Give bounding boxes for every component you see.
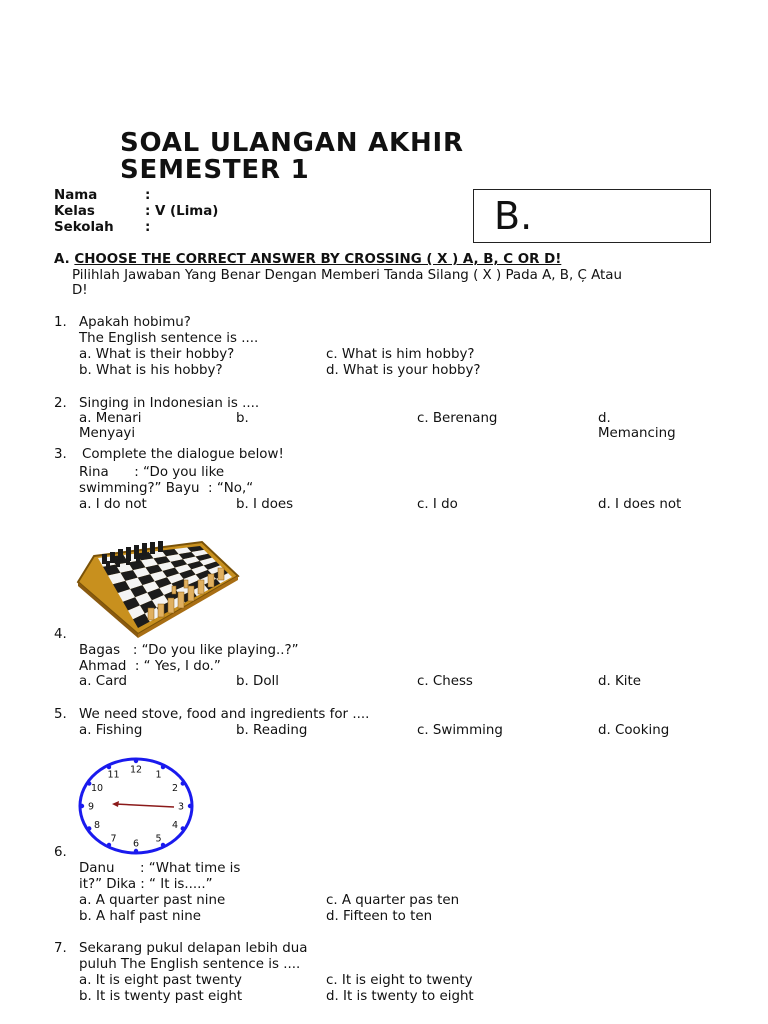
q1-option-c[interactable]: c. What is him hobby? xyxy=(326,347,475,362)
q4-option-d[interactable]: d. Kite xyxy=(598,674,642,689)
title-line-2: SEMESTER 1 xyxy=(120,155,310,185)
grade-box xyxy=(473,189,711,243)
q2-option-d[interactable]: d. xyxy=(598,411,611,426)
instruction-indonesian-line-1: Pilihlah Jawaban Yang Benar Dengan Memberi Tanda Silang ( X ) Pada A, B, C̦ Atau xyxy=(72,268,622,283)
chessboard-image xyxy=(76,528,242,638)
q5-number: 5. xyxy=(54,707,67,722)
grade-value: B. xyxy=(494,194,533,238)
q7-option-b[interactable]: b. It is twenty past eight xyxy=(79,989,243,1004)
q3-line-1: Complete the dialogue below! xyxy=(82,447,284,462)
q6-line-1: Danu : “What time is xyxy=(79,861,241,876)
q3-option-d[interactable]: d. I does not xyxy=(598,497,682,512)
q2-option-d-cont: Memancing xyxy=(598,426,676,441)
clock-number: 11 xyxy=(107,769,120,781)
q3-line-3: swimming?” Bayu : “No,“ xyxy=(79,481,254,496)
q4-line-1: Bagas : “Do you like playing..?” xyxy=(79,643,299,658)
q4-option-c[interactable]: c. Chess xyxy=(417,674,473,689)
q1-option-d[interactable]: d. What is your hobby? xyxy=(326,363,481,378)
q2-option-b[interactable]: b. xyxy=(236,411,249,426)
q5-option-a[interactable]: a. Fishing xyxy=(79,723,143,738)
q3-number: 3. xyxy=(54,447,67,462)
clock-number: 1 xyxy=(155,769,162,781)
q2-option-a[interactable]: a. Menari xyxy=(79,411,142,426)
clock-tick-dot xyxy=(87,826,91,830)
clock-tick-dot xyxy=(188,804,192,808)
q2-number: 2. xyxy=(54,396,67,411)
q7-option-a[interactable]: a. It is eight past twenty xyxy=(79,973,242,988)
clock-number: 10 xyxy=(90,783,104,794)
clock-number: 2 xyxy=(171,783,178,794)
kelas-value: : V (Lima) xyxy=(145,204,219,219)
q6-line-2: it?” Dika : “ It is.....” xyxy=(79,877,213,892)
clock-tick-dot xyxy=(181,781,185,785)
q3-line-2: Rina : “Do you like xyxy=(79,465,225,480)
clock-tick-dot xyxy=(134,759,138,763)
clock-number: 6 xyxy=(132,838,140,850)
clock-number: 3 xyxy=(177,801,185,813)
page-title xyxy=(120,130,580,184)
section-letter: A. xyxy=(54,252,70,267)
section-a-instruction xyxy=(54,252,561,268)
q3-option-a[interactable]: a. I do not xyxy=(79,497,147,512)
q5-option-d[interactable]: d. Cooking xyxy=(598,723,670,738)
sekolah-label: Sekolah xyxy=(54,220,114,235)
q7-number: 7. xyxy=(54,941,67,956)
nama-label: Nama xyxy=(54,188,98,203)
clock-number: 5 xyxy=(155,833,162,845)
q4-option-a[interactable]: a. Card xyxy=(79,674,128,689)
q1-option-b[interactable]: b. What is his hobby? xyxy=(79,363,223,378)
q4-option-b[interactable]: b. Doll xyxy=(236,674,279,689)
q5-option-b[interactable]: b. Reading xyxy=(236,723,308,738)
q5-option-c[interactable]: c. Swimming xyxy=(417,723,503,738)
title-line-1: SOAL ULANGAN AKHIR xyxy=(120,128,464,158)
clock-number: 12 xyxy=(129,764,143,776)
q1-number: 1. xyxy=(54,315,67,330)
clock-tick-dot xyxy=(181,826,185,830)
clock-image xyxy=(76,756,196,856)
q3-option-c[interactable]: c. I do xyxy=(417,497,458,512)
q2-option-c[interactable]: c. Berenang xyxy=(417,411,498,426)
q2-option-a-cont: Menyayi xyxy=(79,426,136,441)
q1-line-2: The English sentence is .... xyxy=(79,331,259,346)
instruction-indonesian-line-2: D! xyxy=(72,283,88,298)
instruction-english: CHOOSE THE CORRECT ANSWER BY CROSSING ( X ) A, B, C OR D! xyxy=(74,252,562,267)
clock-number: 4 xyxy=(171,820,178,831)
clock-tick-dot xyxy=(80,804,84,808)
q7-line-2: puluh The English sentence is .... xyxy=(79,957,301,972)
q7-line-1: Sekarang pukul delapan lebih dua xyxy=(79,941,308,956)
q1-option-a[interactable]: a. What is their hobby? xyxy=(79,347,235,362)
q3-option-b[interactable]: b. I does xyxy=(236,497,294,512)
nama-colon: : xyxy=(145,188,151,203)
q6-option-a[interactable]: a. A quarter past nine xyxy=(79,893,226,908)
clock-number: 8 xyxy=(94,820,101,831)
sekolah-colon: : xyxy=(145,220,151,235)
q2-line-1: Singing in Indonesian is .... xyxy=(79,396,260,411)
q6-option-d[interactable]: d. Fifteen to ten xyxy=(326,909,433,924)
q4-line-2: Ahmad : “ Yes, I do.” xyxy=(79,659,221,674)
kelas-label: Kelas xyxy=(54,204,95,219)
clock-number: 9 xyxy=(87,801,95,813)
q7-option-c[interactable]: c. It is eight to twenty xyxy=(326,973,473,988)
q1-line-1: Apakah hobimu? xyxy=(79,315,191,330)
q7-option-d[interactable]: d. It is twenty to eight xyxy=(326,989,474,1004)
q4-number: 4. xyxy=(54,627,67,642)
clock-number: 7 xyxy=(110,833,117,845)
q6-option-c[interactable]: c. A quarter pas ten xyxy=(326,893,460,908)
q6-number: 6. xyxy=(54,845,67,860)
q5-line-1: We need stove, food and ingredients for .... xyxy=(79,707,370,722)
q6-option-b[interactable]: b. A half past nine xyxy=(79,909,201,924)
